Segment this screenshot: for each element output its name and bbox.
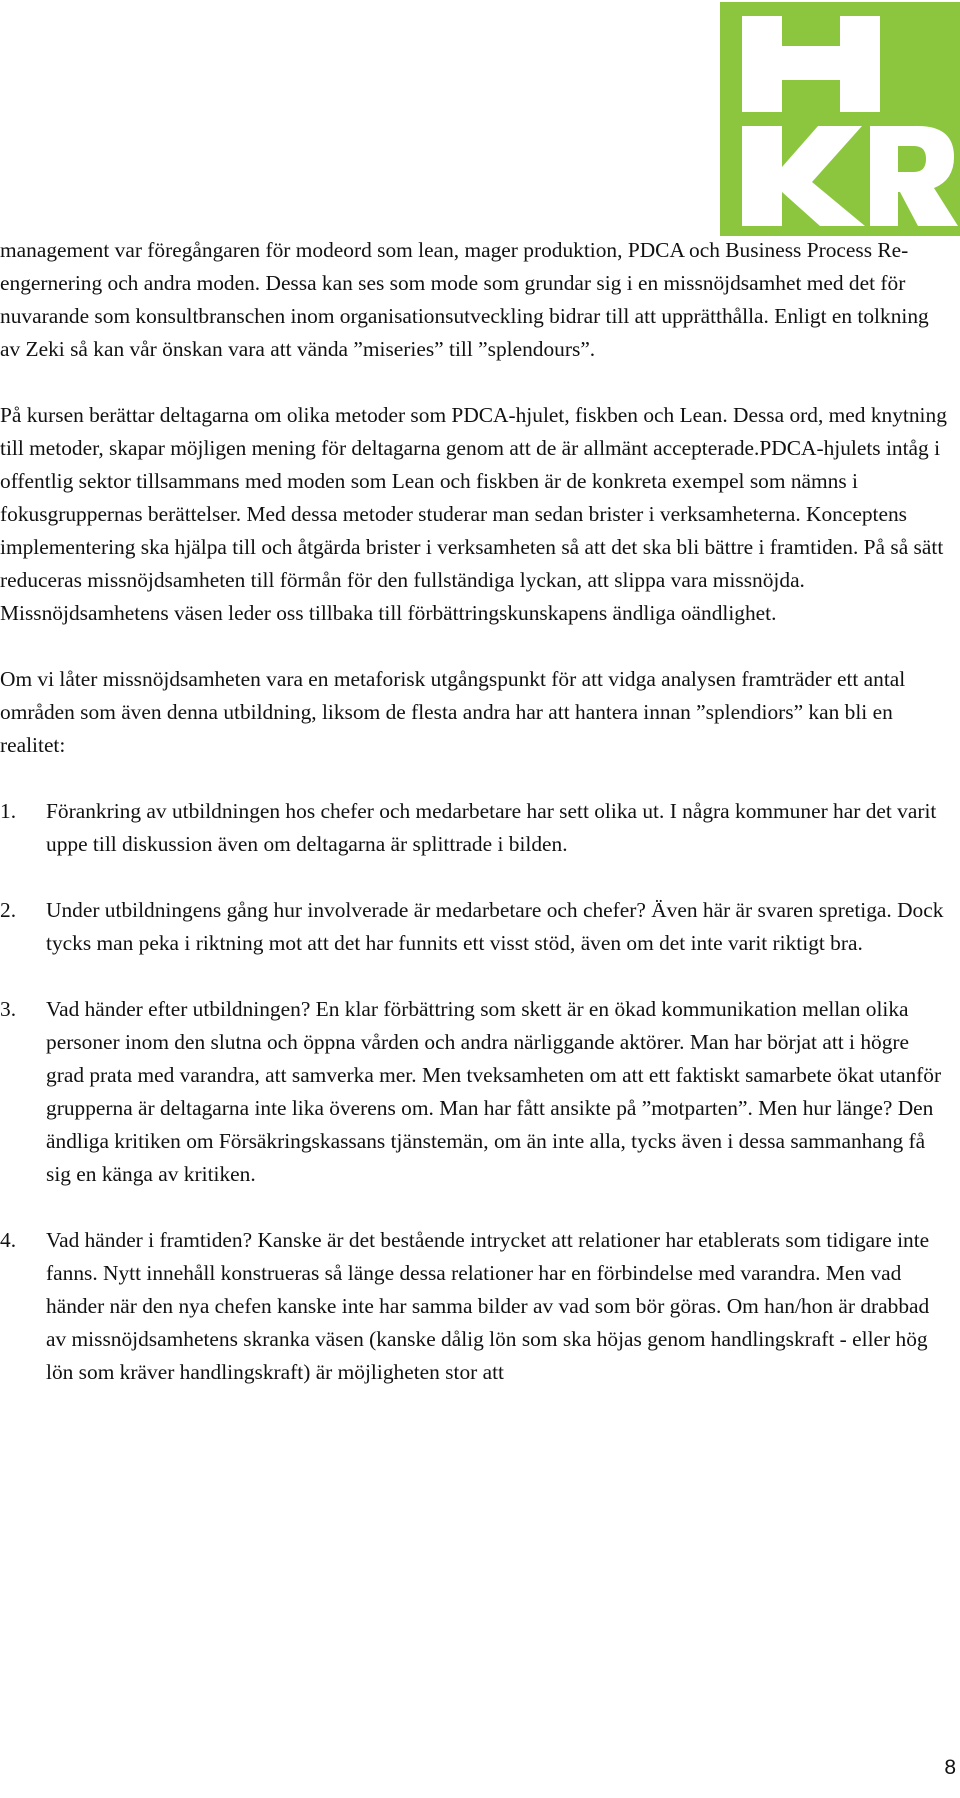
list-item — [0, 894, 948, 960]
list-item-text: Vad händer i framtiden? Kanske är det bestående intrycket att relationer har etablerats som tidigare inte fanns. Nytt innehåll konstrueras så länge dessa relationer har en förbindelse med varandra. Men vad händer när den nya chefen kanske inte har samma bilder av vad som bör göras. Om han/hon är drabbad av missnöjdsamhetens skranka väsen (kanske dålig lön som ska höjas genom handlingskraft - eller hög lön som kräver handlingskraft) är möjligheten stor att — [46, 1228, 930, 1384]
list-item — [0, 795, 948, 861]
paragraph-metaphor: Om vi låter missnöjdsamheten vara en metaforisk utgångspunkt för att vidga analysen framträder ett antal områden som även denna utbildning, liksom de flesta andra har att hantera innan ”splendiors” kan bli en realitet: — [0, 667, 906, 757]
list-item — [0, 993, 948, 1191]
list-item-number: 2. — [0, 898, 17, 922]
list-item — [0, 1224, 948, 1389]
list-item-number: 1. — [0, 799, 17, 823]
paragraph-methods: På kursen berättar deltagarna om olika metoder som PDCA-hjulet, fiskben och Lean. Dessa ord, med knytning till metoder, skapar möjligen mening för deltagarna genom att de är allmänt accepterade.PDCA-hjulets intåg i offentlig sektor tillsammans med moden som Lean och fiskben är de konkreta exempel som nämns i fokusgruppernas berättelser. Med dessa metoder studerar man sedan brister i verksamheterna. Konceptens implementering ska hjälpa till och åtgärda brister i verksamheten så att det ska bli bättre i framtiden. På så sätt reduceras missnöjdsamheten till förmån för den fullständiga lyckan, att slippa vara missnöjda. Missnöjdsamhetens väsen leder oss tillbaka till förbättringskunskapens ändliga oändlighet. — [0, 403, 947, 625]
paragraph-intro: management var föregångaren för modeord som lean, mager produktion, PDCA och Business Process Re-engernering och andra moden. Dessa kan ses som mode som grundar sig i en missnöjdsamhet med det för nuvarande som konsultbranschen inom organisationsutveckling bidrar till att upprätthålla. Enligt en tolkning av Zeki så kan vår önskan vara att vända ”miseries” till ”splendours”. — [0, 238, 929, 361]
list-item-text: Förankring av utbildningen hos chefer och medarbetare har sett olika ut. I några kommuner har det varit uppe till diskussion även om deltagarna är splittrade i bilden. — [46, 799, 937, 856]
numbered-list — [0, 795, 948, 1389]
list-item-text: Under utbildningens gång hur involverade är medarbetare och chefer? Även här är svaren spretiga. Dock tycks man peka i riktning mot att det har funnits ett visst stöd, även om det inte varit riktigt bra. — [46, 898, 944, 955]
page-number: 8 — [944, 1756, 956, 1779]
hkr-logo-mark — [720, 2, 960, 236]
hkr-logo — [720, 2, 960, 236]
list-item-number: 3. — [0, 997, 17, 1021]
page-body — [0, 234, 948, 1422]
list-item-text: Vad händer efter utbildningen? En klar förbättring som skett är en ökad kommunikation mellan olika personer inom den slutna och öppna vården och andra närliggande aktörer. Man har börjat att i högre grad prata med varandra, att samverka mer. Men tveksamheten om att ett faktiskt samarbete ökat utanför grupperna är deltagarna inte lika överens om. Man har fått ansikte på ”motparten”. Men hur länge? Den ändliga kritiken om Försäkringskassans tjänstemän, om än inte alla, tycks även i dessa sammanhang få sig en känga av kritiken. — [46, 997, 942, 1186]
list-item-number: 4. — [0, 1228, 17, 1252]
